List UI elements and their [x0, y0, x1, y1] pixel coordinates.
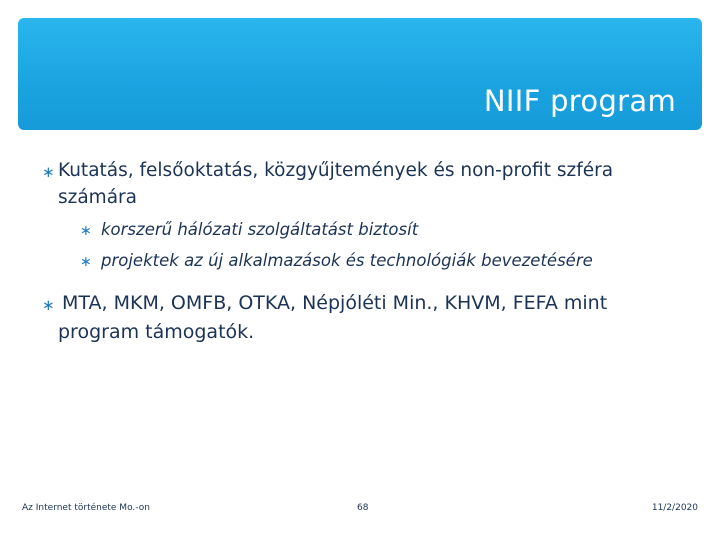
bullet-1-line-1: Kutatás, felsőoktatás, közgyűjtemények és non-profit szféra: [58, 160, 614, 181]
sub-bullet-1: korszerű hálózati szolgáltatást biztosít: [101, 220, 419, 239]
footer-left-text: Az Internet története Mo.-on: [22, 503, 150, 513]
bullet-2-line-2: program támogatók.: [58, 321, 255, 343]
bullet-icon: ∗: [42, 296, 55, 314]
slide-title: NIIF program: [483, 84, 676, 118]
sub-bullet-icon: ∗: [80, 223, 92, 239]
sub-bullet-icon: ∗: [80, 254, 92, 270]
bullet-2-line-1: MTA, MKM, OMFB, OTKA, Népjóléti Min., KHVM, FEFA mint: [62, 292, 608, 314]
bullet-1-line-2: számára: [58, 187, 137, 208]
slide-number: 68: [357, 503, 369, 513]
footer-date: 11/2/2020: [651, 503, 698, 513]
sub-bullet-2: projektek az új alkalmazások és technológiák bevezetésére: [101, 251, 593, 270]
bullet-icon: ∗: [42, 163, 55, 181]
